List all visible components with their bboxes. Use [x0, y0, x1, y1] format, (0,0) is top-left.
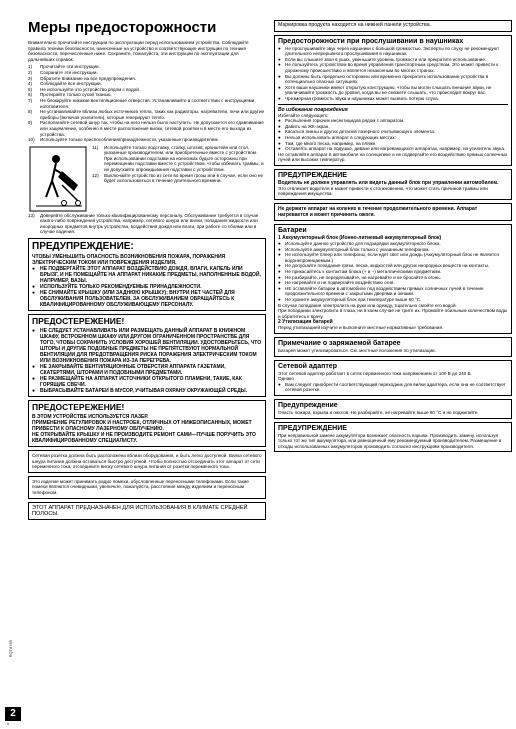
list-item: ● Не пользуйтесь устройством во время управления транспортным средством. Это может привести к дорожному происшествию и является незаконным во многих странах. [278, 62, 499, 73]
warning-items [32, 266, 262, 308]
headphones-title: Предосторожности при прослушивании в наушниках [278, 37, 464, 45]
list-item: ● Касаться линзы и других деталей лазерного считывающего элемента. [278, 129, 436, 135]
list-item: ● Используйте данное устройство для подзарядки аккумуляторного блока. [278, 241, 441, 247]
ac-adapter-title: Сетевой адаптер [278, 362, 337, 370]
list-item: ● НЕ СЛЕДУЕТ УСТАНАВЛИВАТЬ ИЛИ РАЗМЕЩАТЬ ДАННЫЙ АППАРАТ В КНИЖНОМ ШКАФУ, ВСТРОЕННОМ ШКАФУ ИЛИ ДРУГОМ ОГРАНИЧЕННОМ ПРОСТРАНСТВЕ ДЛЯ ТОГО, ЧТОБЫ СОХРАНИТЬ УСЛОВИЯ ХОРОШЕЙ ВЕНТИЛЯЦИИ. УДОСТОВЕРЬТЕСЬ, ЧТО ШТОРЫ И ДРУГИЕ ПОДОБНЫЕ ПРЕДМЕТЫ НЕ ПРЕПЯТСТВУЮТ НОРМАЛЬНОЙ ВЕНТИЛЯЦИИ ДЛЯ ПРЕДОТВРАЩЕНИЯ РИСКА ПОРАЖЕНИЯ ЭЛЕКТРИЧЕСКИМ ТОКОМ ИЛИ ВОЗНИКНОВЕНИЯ ПОЖАРА ИЗ-ЗА ПЕРЕГРЕВА. [32, 328, 262, 365]
rechargeable-note-box [274, 337, 512, 357]
list-item: 1) Прочитайте эти инструкции. [28, 64, 100, 70]
cart-warning-illustration [28, 145, 88, 213]
divider [278, 104, 508, 105]
driving-warning-text: Это отвлекает водителя и может привести к столкновению, что может стать причиной травмы или повреждения имущества. [278, 185, 488, 197]
radio-interference-box [28, 476, 266, 499]
instructions-list [28, 64, 266, 142]
radio-interference-text: Это изделие может принимать радио помехи, обусловленные переносными телефонами. Если такие помехи являются очевидными, увеличьте, пожалуйста, расстояние между изделием и переносным телефоном. [32, 478, 249, 496]
headphones-items [278, 46, 508, 102]
avoid-items [278, 118, 508, 152]
list-item: ● Вам следует приобрести соответствующий переходник для вилки адаптера, если она не соответствует сетевой розетке. [278, 381, 506, 393]
headphones-box [274, 35, 512, 166]
list-item: ● Не разбирайте, не переделывайте, не нагревайте и не бросайте в огонь. [278, 274, 441, 280]
avoid-sub: Избегайте следующего: [278, 112, 329, 118]
battery-heading-2: 2 Утилизация батарей [278, 319, 333, 326]
list-item: ● Вы должны быть предельно осторожны или временно прекратить использование устройства в потенциально опасных ситуациях. [278, 73, 489, 85]
list-item: 2) Сохраните эти инструкции. [28, 69, 98, 75]
laser-line-3: НЕ ОТКРЫВАЙТЕ КРЫШКУ И НЕ ПРОИЗВОДИТЕ РЕМОНТ САМИ—ПУЧШЕ ПОРУЧИТЬ ЭТО КВАЛИФИЦИРОВАННОМУ СПЕЦИАЛИСТУ. [32, 432, 256, 445]
cart-tipover-icon [28, 145, 88, 213]
list-item: 12) Выключайте устройство из сети во время грозы или в случае, если оно не будет использоваться в течение длительного времени. [92, 172, 264, 184]
list-item: ● Не прослушивайте звук через наушники с большой громкостью. Эксперты по слуху не рекомендуют длительного непрерывного прослушивания в наушниках. [278, 45, 500, 57]
list-item: 9) Располагайте сетевой шнур так, чтобы на него нельзя было наступить. Не допускается его сдавливание или защемление, особенно в месте расположения вилки, сетевой розетки и в месте его выхода из устройства. [28, 120, 264, 137]
fire-warning-title: Предупреждение [278, 401, 338, 409]
page-title: Меры предосторожности [28, 19, 217, 36]
ac-adapter-text-1: Этот сетевой адаптер работает в сетях переменного тока напряжением от 100 В до 240 В. [278, 370, 472, 376]
footer-code: 6 [7, 722, 9, 726]
battery-replace-title: ПРЕДУПРЕЖДЕНИЕ [278, 424, 347, 432]
page-number: 2 [5, 707, 21, 721]
intro-text: Внимательно прочитайте инструкции по эксплуатации перед использованием устройства. Соблюдайте правила техники безопасности, нанесенные на устройство и соответствующие инструкции по технике безопасности, перечисленные ниже. Сохраните, пожалуйста, эти инструкции по эксплуатации для дальнейших справок. [28, 40, 249, 62]
fire-warning-text: Опасть пожара, взрыва и ожогов. Не разбирайте, не нагревайте выше 60 °C и не поджигайте. [278, 409, 479, 415]
list-item: ● ВЫБРАСЫВАЙТЕ БАТАРЕИ В МУСОР, УЧИТЫВАЯ ОХРАНУ ОКРУЖАЮЩЕЙ СРЕДЫ. [32, 388, 248, 395]
list-item: ● Давить на ЖК-экран. [278, 123, 330, 129]
laser-line-2: ПРИМЕНЕНИЕ РЕГУЛИРОВОК И НАСТРОЕК, ОТЛИЧНЫХ ОТ НИЖЕОПИСАННЫХ, МОЖЕТ ПРИВЕСТИ К ОПАСНОМУ ЛАЗЕРНОМУ ОБЛУЧЕНИЮ. [32, 420, 252, 433]
cart-illustration-row [28, 145, 266, 213]
list-item: ● НЕ ПОДВЕРГАЙТЕ ЭТОТ АППАРАТ ВОЗДЕЙСТВИЮ ДОЖДЯ, ВЛАГИ, КАПЕЛЬ ИЛИ БРЫЗГ, И НЕ ПОМЕЩАЙТЕ НА АППАРАТ НИКАКИЕ ПРЕДМЕТЫ, НАПОЛНЕННЫЕ ВОДОЙ, НАПРИМЕР, ВАЗЫ. [32, 266, 261, 285]
warning-box-main [28, 238, 266, 311]
lap-warning-box [274, 203, 512, 221]
list-item: ● ИСПОЛЬЗУЙТЕ ТОЛЬКО РЕКОМЕНДУЕМЫЕ ПРИНАДЛЕЖНОСТИ. [32, 284, 202, 291]
driving-warning-sub: Водитель не должен управлять или видеть данный блок при управлении автомобилем. [278, 179, 499, 186]
list-item: ● Чрезмерная громкость звука и наушниках может вызвать потерю слуха. [278, 95, 439, 101]
list-item: ● Там, где много песка, например, на пляже. [278, 140, 377, 146]
battery-title: Батареи [278, 227, 307, 235]
outlet-note-text: Сетевая розетка должна быть расположена вблизи оборудования, и быть легко доступной. Вилка сетевого шнура питания должна оставаться быстро доступной. Чтобы полностью отсоединить этот аппарат от сети переменного тока, отсоедините вилку сетевого шнура питания от розетки переменного тока. [32, 453, 262, 470]
caution-box-laser [28, 400, 266, 447]
list-item: 11) Используйте только подставку, стойку, штатив, кронштейн или стол, указанные производителем, или приобретенные вместе с устройством. При использовании подставки на колесиках будьте осторожны при перемещении подставки вместе с устройством, чтобы избежать травмы, и не допускайте опрокидывания подставки с устройством. [92, 144, 264, 173]
warning-caps-text: ЧТОБЫ УМЕНЬШИТЬ ОПАСНОСТЬ ВОЗНИКНОВЕНИЯ ПОЖАРА, ПОРАЖЕНИЯ ЭЛЕКТРИЧЕСКИМ ТОКОМ ИЛИ ПОВРЕЖДЕНИЯ ИЗДЕЛИЯ, [32, 254, 226, 267]
list-item: ● Если вы слышите звон в ушах, уменьшите уровень громкости или прекратите использование. [278, 56, 487, 62]
list-item: ● Не прикасайтесь к контактам блока (+ и −) металлическими предметами. [278, 269, 442, 275]
list-item: 8) Не устанавливайте вблизи любых источников тепла, таких как радиаторы, нагреватели, печи или другие приборы (включая усилители), которые генерируют тепло. [28, 109, 265, 120]
driving-warning-title: ПРЕДУПРЕЖДЕНИЕ [278, 171, 347, 179]
instructions-list-end [28, 213, 266, 235]
list-item: 5) Не используйте это устройство рядом с водой. [28, 86, 141, 92]
lap-warning-text: Не держите аппарат на коленях в течение продолжительного времени. Аппарат нагревается и может причинить ожоги. [278, 206, 478, 219]
list-item: 10) Используйте только приспособления/принадлежности, указанные производителем. [28, 137, 219, 143]
caution-items [32, 328, 262, 394]
right-column [274, 20, 512, 452]
battery-replace-text: При неправильной замене аккумулятора возникает опасность взрыва. Производить замену, используя только тот же тип аккумулятора, или равноценный ему рекомендуемый производителем. Размещение в отходы использованных аккумуляторов производить согласно инструкциям производителя. [278, 432, 502, 449]
marking-box [274, 20, 512, 32]
list-item: ● Оставлять аппарат на подушке, диване или нагревающихся аппаратах, например, на усилитель звука. [278, 146, 506, 152]
list-item: ● Не допускайте попадания грязи, песка, жидкостей или других инородных веществ на контакты. [278, 263, 490, 269]
list-item: 13) Доверяйте обслуживание только квалифицированному персоналу. Обслуживание требуется в случае какого-либо повреждения устройства, например, сетевого шнура или вилки, попадания жидкости или инородных предметов внутрь устройства, воздействия дождя или влаги, при работе со сбоями или в случае падения. [28, 212, 259, 235]
battery-heading-1: 1 Аккумуляторный блок (Ионно-литиевый аккумуляторный блок) [278, 235, 442, 242]
fire-warning-box [274, 399, 512, 419]
list-item: ● НЕ ЗАКРЫВАЙТЕ ВЕНТИЛЯЦИОННЫЕ ОТВЕРСТИЯ АППАРАТА ГАЗЕТАМИ, СКАТЕРТЯМИ, ШТОРАМИ И ПОДОБНЫМИ ПРЕДМЕТАМИ. [32, 364, 226, 377]
list-item: ● Используйте аккумуляторный блок только с указанным телефоном. [278, 246, 430, 252]
list-item: ● Не храните аккумуляторный блок при температуре выше 60 °C. [278, 297, 422, 302]
laser-line-1: В ЭТОМ УСТРОЙСТВЕ ИСПОЛЬЗУЕТСЯ ЛАЗЕР. [32, 414, 149, 421]
caution-title: ПРЕДОСТЕРЕЖЕНИЕ! [32, 316, 125, 327]
list-item: 7) Не блокируйте никакие вентиляционные отверстия. Устанавливайте в соответствии с инструкциями изготовителя. [28, 97, 255, 109]
battery-replace-warning-box [274, 422, 512, 453]
list-item: ● Нельзя использовать аппарат в следующих местах: [278, 134, 396, 140]
list-item: ● Не нагревайте и не подвергайте воздействию огня. [278, 280, 395, 286]
avoid-note: Не оставляйте аппарат в автомобиле на солнцепеке и не подвергайте его воздействию прямых солнечных лучей или высоких температур. [278, 151, 508, 163]
warning-title: ПРЕДУПРЕЖДЕНИЕ: [32, 241, 134, 253]
list-item: 3) Обратите внимание на все предупреждения. [28, 75, 137, 81]
battery-p2: При попадании электролита в глаза, ни в коем случае не трите их. Промойте обильным количеством воды и обратитесь к врачу. [278, 308, 508, 319]
battery-box [274, 224, 512, 334]
document-code: RQT8789 [8, 640, 13, 658]
left-column [28, 20, 266, 520]
instructions-list-continued [92, 145, 266, 184]
battery-p3: Перед утилизацией изучите и выполните местные нормативные требования. [278, 325, 444, 331]
list-item: 6) Протирайте только сухой тканью. [28, 92, 112, 98]
rechargeable-note-title: Примечание о заряжаемой батарее [278, 339, 401, 347]
caution-box-ventilation [28, 314, 266, 397]
list-item: ● Хотя ваши наушники имеют открытую конструкцию, чтобы вы могли слышать внешние звуки, не увеличивайте громкость до уровня, когда вы не сможете слышать, что происходит вокруг вас. [278, 84, 492, 96]
battery-items [278, 241, 508, 303]
battery-p1: В случае попадания электролита на руки или одежду, тщательно смойте его водой. [278, 302, 457, 308]
laser-caution-title: ПРЕДОСТЕРЕЖЕНИЕ! [32, 402, 125, 413]
list-item: ● Распыления горючих инсектицидов рядом с аппаратом. [278, 118, 405, 124]
list-item: 4) Соблюдайте все инструкции. [28, 81, 102, 87]
cart-text [92, 145, 266, 213]
list-item: ● НЕ СНИМАЙТЕ КРЫШКУ (ИЛИ ЗАДНЮЮ КРЫШКУ); ВНУТРИ НЕТ ЧАСТЕЙ ДЛЯ ОБСЛУЖИВАНИЯ ПОЛЬЗОВАТЕЛЕМ. ЗА ОБСЛУЖИВАНИЕМ ОБРАЩАЙТЕСЬ К КВАЛИФИЦИРОВАННОМУ ОБСЛУЖИВАЮЩЕМУ ПЕРСОНАЛУ. [32, 290, 235, 309]
outlet-note-box [28, 450, 266, 473]
climate-note-box [28, 502, 266, 521]
driving-warning-box [274, 169, 512, 200]
marking-text: Маркировка продукта находится на нижней панели устройства. [278, 22, 432, 28]
ac-adapter-text-2: Однако [278, 376, 294, 382]
climate-note-text: ЭТОТ АППАРАТ ПРЕДНАЗНАЧЕН ДЛЯ ИСПОЛЬЗОВАНИЯ В КЛИМАТЕ СРЕДНЕЙ ПОЛОСЫ. [32, 504, 248, 518]
list-item: ● НЕ РАЗМЕЩАЙТЕ НА АППАРАТ ИСТОЧНИКИ ОТКРЫТОГО ПЛАМЕНИ, ТАКИЕ, КАК ГОРЯЩИЕ СВЕЧИ. [32, 376, 242, 389]
list-item: ● Не используйте плеер или телефоны, если едет свет или дождь (Аккумуляторный блок не является водонепроницаемым.) [278, 252, 499, 263]
ac-adapter-bullets [278, 382, 508, 393]
ac-adapter-box [274, 360, 512, 396]
avoid-title: Во избежание повреждения [278, 106, 348, 113]
rechargeable-note-text: Батарея может утилизироваться. См. местные положения по утилизации. [278, 347, 436, 353]
list-item: ● НЕ оставляйте батареи в автомобиле под воздействием прямых солнечных лучей в течение продолжительного времени с закрытыми дверями и окнами. [278, 285, 484, 297]
